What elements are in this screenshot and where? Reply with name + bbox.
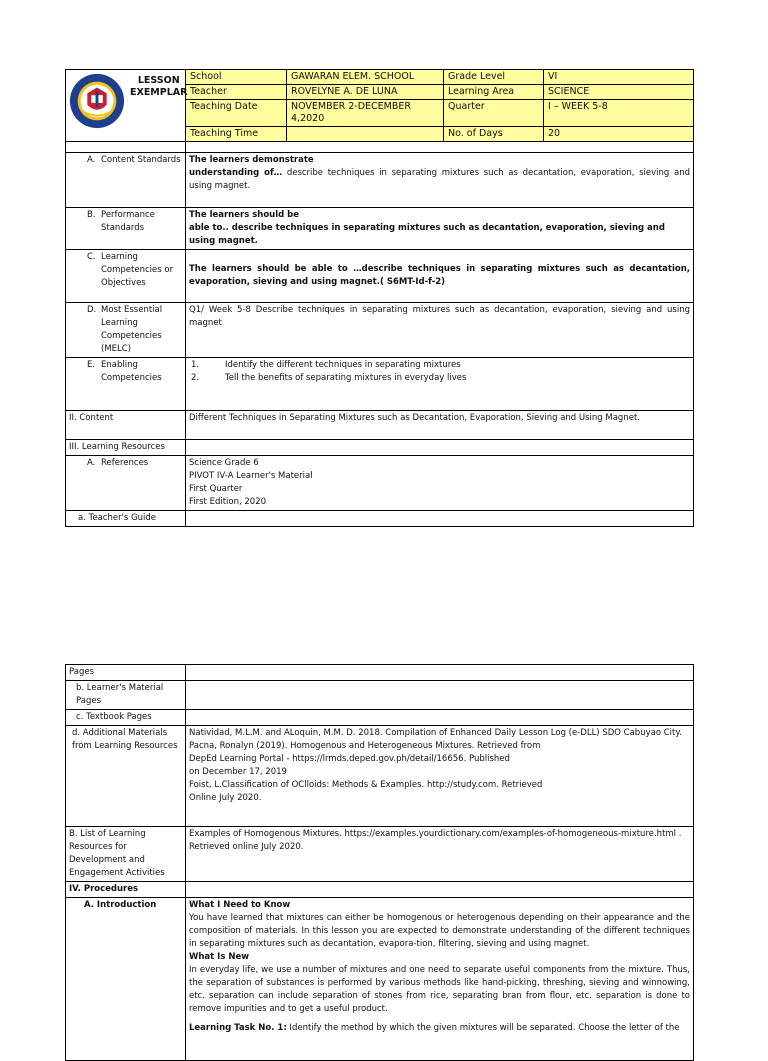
introduction-label: A. Introduction bbox=[66, 898, 186, 1061]
learning-competencies-label: Learning Competencies or Objectives bbox=[101, 252, 174, 288]
school-seal-icon bbox=[68, 72, 126, 130]
teacher-label: Teacher bbox=[186, 85, 287, 100]
learning-area-label: Learning Area bbox=[444, 85, 544, 100]
teaching-date-value: NOVEMBER 2-DECEMBER 4,2020 bbox=[287, 100, 444, 127]
grade-level-label: Grade Level bbox=[444, 70, 544, 85]
content-standards-row: A. Content Standards The learners demonstrate understanding of… describe techniques in separating mixtures such as decantation, evaporation, sieving and using magnet. bbox=[66, 153, 694, 208]
list-item: 1. Identify the different techniques in separating mixtures bbox=[191, 360, 461, 370]
content-standards-label: Content Standards bbox=[101, 155, 181, 165]
lm-pages-row bbox=[66, 681, 694, 710]
textbook-pages-label: c. Textbook Pages bbox=[66, 710, 186, 726]
melc-label: Most Essential Learning Competencies (MELC) bbox=[101, 305, 163, 354]
introduction-row: A. Introduction What I Need to Know You have learned that mixtures can either be homogenous or heterogenous depending on their appearance and the composition of materials. In this lesson you are expected to demonstrate understanding of the different techniques in separating mixtures such as decantation, evapora-tion, filtering, sieving and using magnet. What Is New In everyday life, we use a number of mixtures and one need to separate useful components from the mixture. Thus, the separation of substances is performed by various methods like hand-picking, threshing, sieving and winnowing, etc. separation can include separation of stones from rice, separating bran from flour, etc. separation is done to remove impurities and to get a useful product. Learning Task No. 1: Identify the method by which the given mixtures will be separated. Choose the letter of the bbox=[66, 898, 694, 1061]
grade-level-value: VI bbox=[544, 70, 694, 85]
resources-procedures-table bbox=[65, 664, 694, 1061]
lesson-exemplar-table-1 bbox=[65, 69, 693, 527]
list-item: 2. Tell the benefits of separating mixtures in everyday lives bbox=[191, 373, 467, 383]
header-table bbox=[65, 69, 694, 142]
textbook-pages-row bbox=[66, 710, 694, 726]
content-row bbox=[66, 411, 694, 440]
teachers-guide-label: a. Teacher's Guide bbox=[66, 511, 186, 527]
pages-row bbox=[66, 665, 694, 681]
additional-materials-label: d. Additional Materials from Learning Resources bbox=[66, 726, 186, 827]
quarter-value: I – WEEK 5-8 bbox=[544, 100, 694, 127]
content-label: II. Content bbox=[66, 411, 186, 440]
procedures-row bbox=[66, 882, 694, 898]
enabling-competencies-row: E. Enabling Competencies 1. Identify the different techniques in separating mixtures 2. Tell the benefits of separating mixtures in everyday lives bbox=[66, 358, 694, 411]
teaching-date-label: Teaching Date bbox=[186, 100, 287, 127]
learning-competencies-row: C. Learning Competencies or Objectives The learners should be able to …describe techniques in separating mixtures such as decantation, evaporation, sieving and using magnet.( S6MT-Id-f-2) bbox=[66, 250, 694, 303]
quarter-label: Quarter bbox=[444, 100, 544, 127]
lm-pages-label: b. Learner's Material Pages bbox=[66, 681, 186, 710]
references-row: A. References Science Grade 6 PIVOT IV-A Learner's Material First Quarter First Edition, 2020 bbox=[66, 456, 694, 511]
performance-standards-label: Performance Standards bbox=[101, 210, 155, 233]
list-resources-label: B. List of Learning Resources for Development and Engagement Activities bbox=[66, 827, 186, 882]
learning-resources-label: III. Learning Resources bbox=[66, 440, 186, 456]
teaching-time-label: Teaching Time bbox=[186, 127, 287, 142]
performance-standards-row: B. Performance Standards The learners should be able to.. describe techniques in separating mixtures such as decantation, evaporation, sieving and using magnet. bbox=[66, 208, 694, 250]
days-label: No. of Days bbox=[444, 127, 544, 142]
procedures-label: IV. Procedures bbox=[66, 882, 186, 898]
learning-resources-row bbox=[66, 440, 694, 456]
teachers-guide-row bbox=[66, 511, 694, 527]
teaching-time-value bbox=[287, 127, 444, 142]
content-text: Different Techniques in Separating Mixtures such as Decantation, Evaporation, Sieving and Using Magnet. bbox=[186, 411, 694, 440]
lesson-exemplar-table-2 bbox=[65, 664, 693, 1061]
objectives-table bbox=[65, 141, 694, 527]
school-label: School bbox=[186, 70, 287, 85]
melc-row: D. Most Essential Learning Competencies (MELC) Q1/ Week 5-8 Describe techniques in separating mixtures such as decantation, evaporation, sieving and using magnet bbox=[66, 303, 694, 358]
pages-label: Pages bbox=[66, 665, 186, 681]
list-resources-row bbox=[66, 827, 694, 882]
lesson-exemplar-title: LESSON EXEMPLAR bbox=[130, 75, 188, 98]
references-label: References bbox=[101, 458, 149, 468]
learning-area-value: SCIENCE bbox=[544, 85, 694, 100]
logo-cell bbox=[66, 70, 186, 142]
additional-materials-row: d. Additional Materials from Learning Resources Natividad, M.L.M. and ALoquin, M.M. D. 2018. Compilation of Enhanced Daily Lesson Log (e-DLL) SDO Cabuyao City. Pacna, Ronalyn (2019). Homogenous and Heterogeneous Mixtures. Retrieved from DepEd Learning Portal - https://lrmds.deped.gov.ph/detail/16656. Published on December 17, 2019 Foist, L.Classification of OClloids: Methods & Examples. http://study.com. Retrieved Online July 2020. bbox=[66, 726, 694, 827]
days-value: 20 bbox=[544, 127, 694, 142]
list-resources-text: Examples of Homogenous Mixtures. https://examples.yourdictionary.com/examples-of-homogeneous-mixture.html . Retrieved online July 2020. bbox=[186, 827, 694, 882]
teacher-value: ROVELYNE A. DE LUNA bbox=[287, 85, 444, 100]
enabling-competencies-label: Enabling Competencies bbox=[101, 360, 162, 383]
school-value: GAWARAN ELEM. SCHOOL bbox=[287, 70, 444, 85]
